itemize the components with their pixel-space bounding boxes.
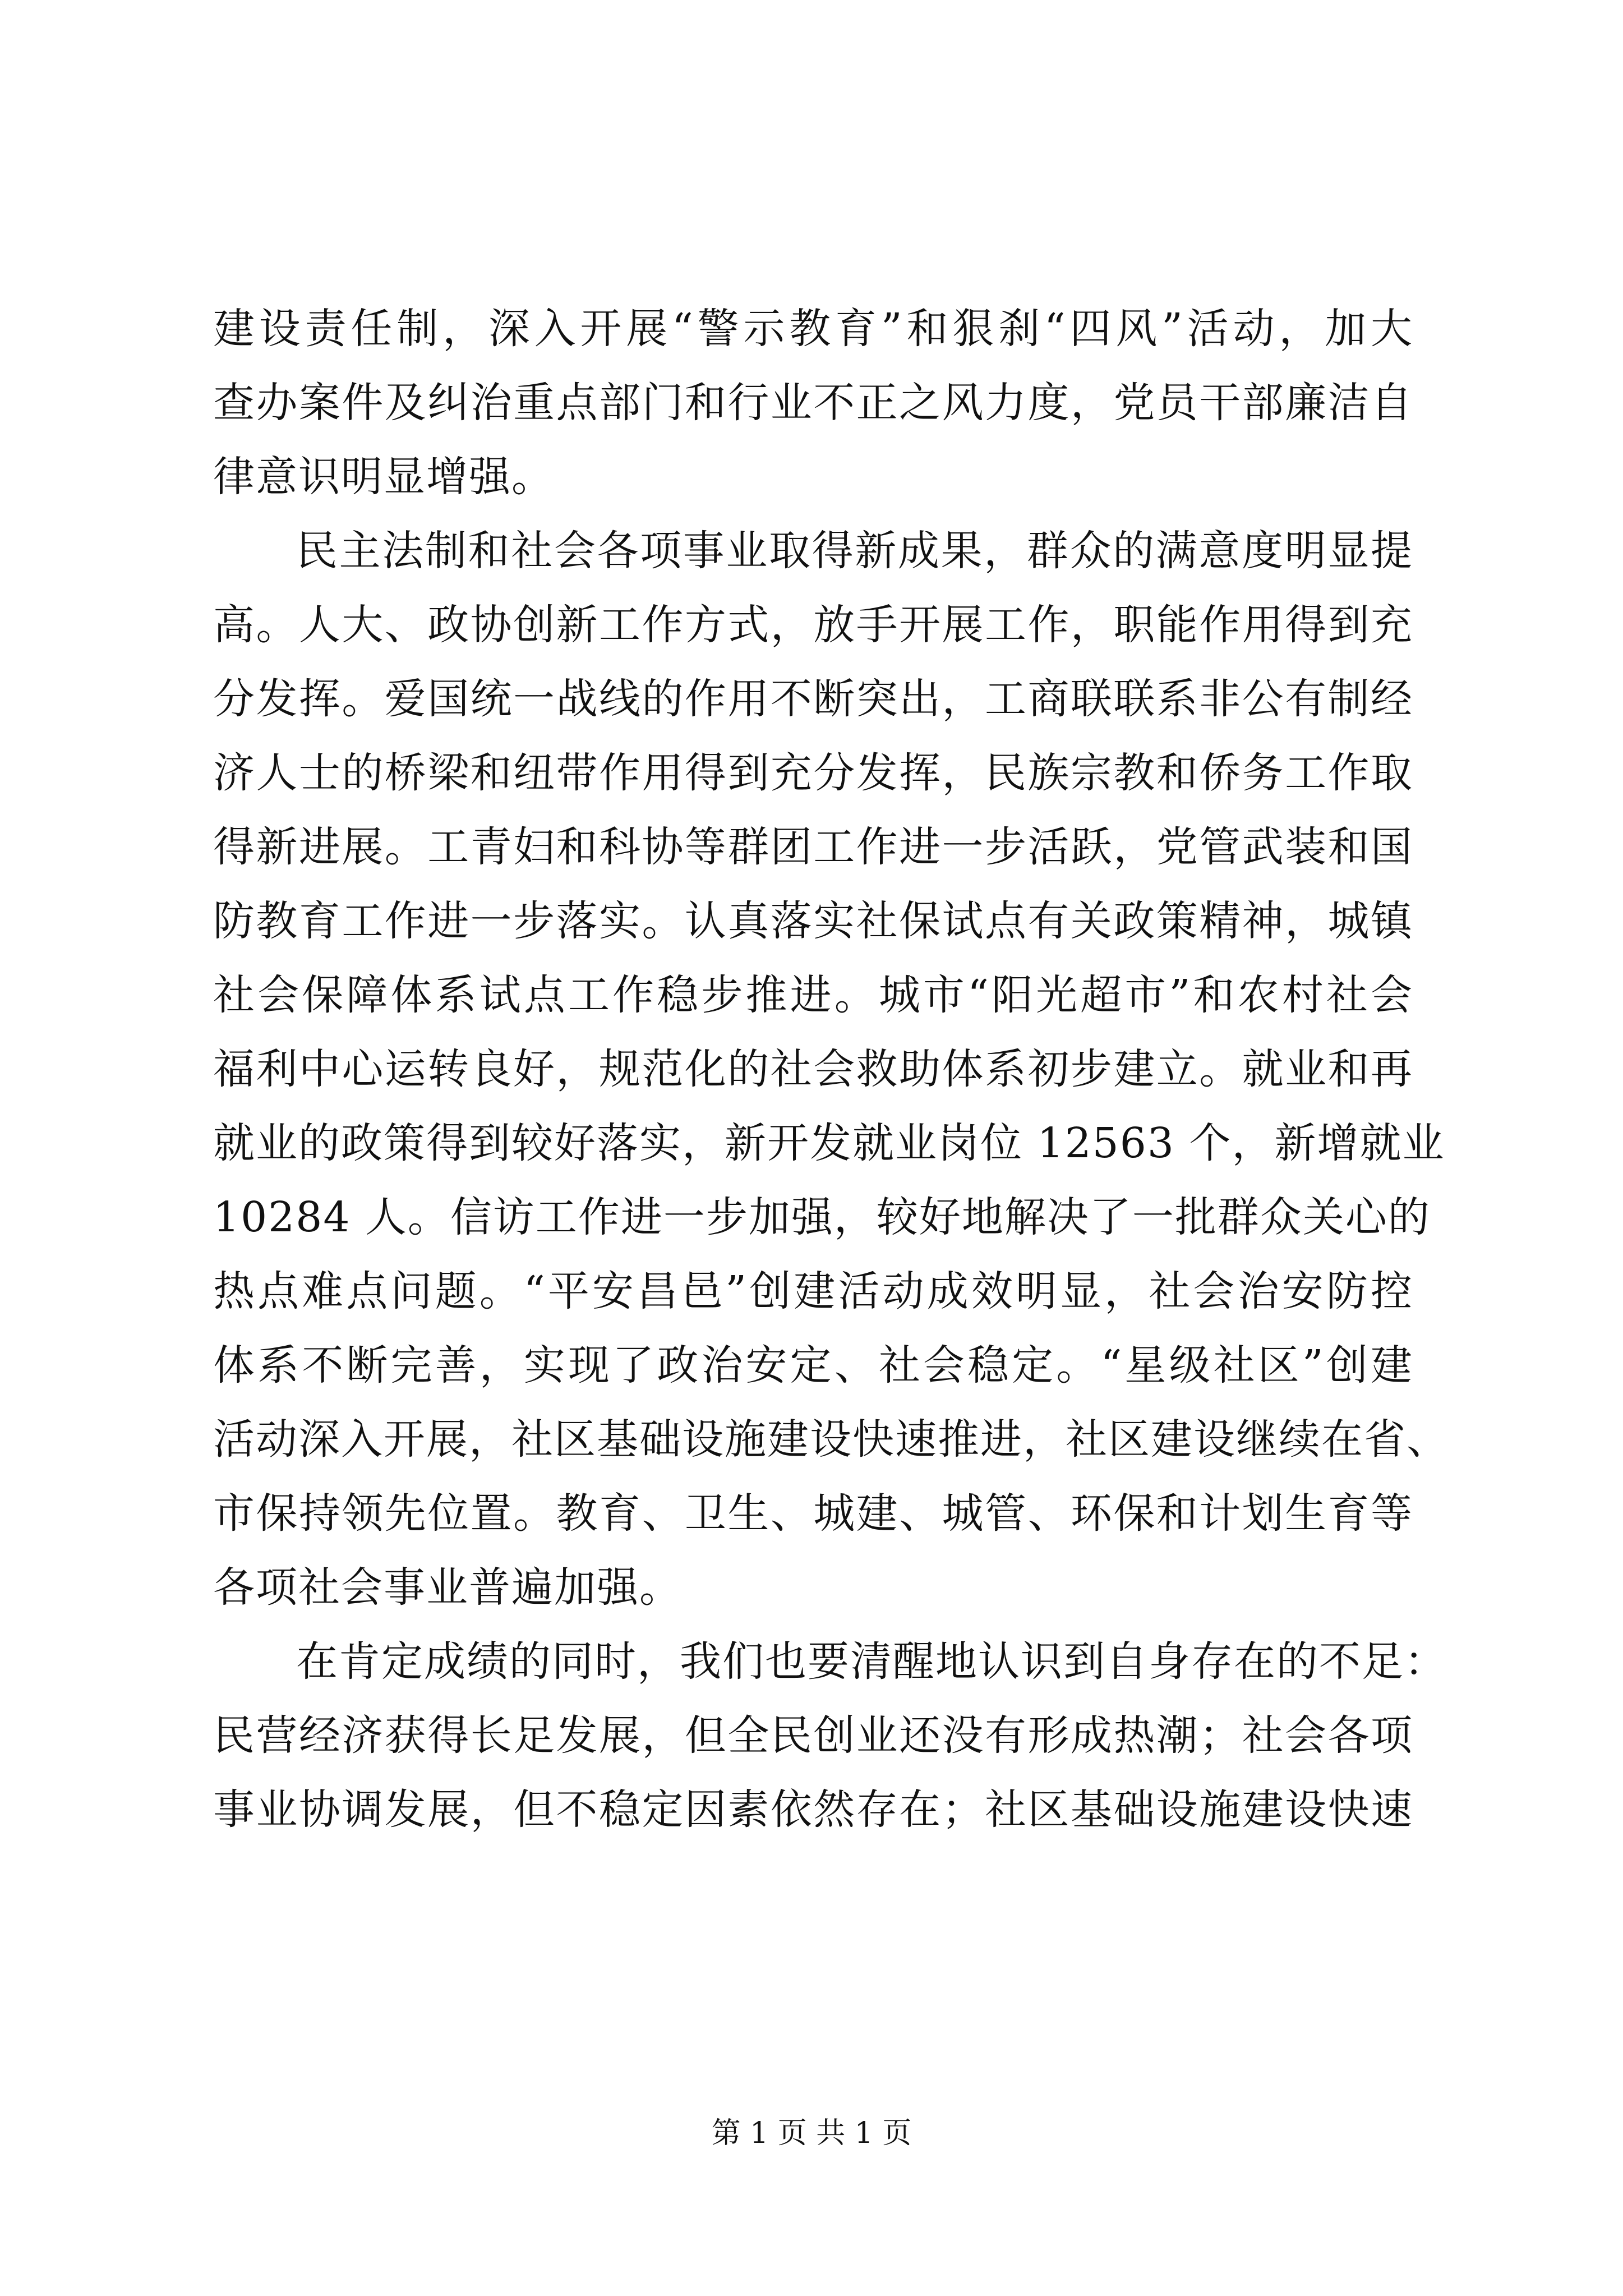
paragraph-2-line-1: 民主法制和社会各项事业取得新成果，群众的满意度明显提	[296, 527, 1413, 575]
paragraph-1-line-3: 律意识明显增强。	[213, 453, 554, 501]
paragraph-2-line-8: 福利中心运转良好，规范化的社会救助体系初步建立。就业和再	[213, 1045, 1413, 1093]
paragraph-2-line-7: 社会保障体系试点工作稳步推进。城市“阳光超市”和农村社会	[213, 971, 1413, 1019]
paragraph-2-line-2: 高。人大、政协创新工作方式，放手开展工作，职能作用得到充	[213, 601, 1413, 649]
paragraph-2-line-15: 各项社会事业普遍加强。	[213, 1563, 682, 1612]
paragraph-2-line-11: 热点难点问题。“平安昌邑”创建活动成效明显，社会治安防控	[213, 1267, 1413, 1315]
paragraph-3-line-1: 在肯定成绩的同时，我们也要清醒地认识到自身存在的不足：	[296, 1637, 1447, 1686]
document-body	[213, 292, 1449, 1847]
paragraph-3-line-2: 民营经济获得长足发展，但全民创业还没有形成热潮；社会各项	[213, 1711, 1413, 1760]
paragraph-2-line-5: 得新进展。工青妇和科协等群团工作进一步活跃，党管武装和国	[213, 823, 1413, 871]
paragraph-2-line-10: 10284 人。信访工作进一步加强，较好地解决了一批群众关心的	[213, 1193, 1431, 1241]
paragraph-2-line-9: 就业的政策得到较好落实，新开发就业岗位 12563 个，新增就业	[213, 1119, 1445, 1167]
paragraph-2-line-13: 活动深入开展，社区基础设施建设快速推进，社区建设继续在省、	[213, 1415, 1449, 1464]
paragraph-1-line-1: 建设责任制，深入开展“警示教育”和狠刹“四风”活动，加大	[213, 305, 1413, 353]
page-number-label: 第 1 页 共 1 页	[711, 2116, 912, 2150]
paragraph-2-line-12: 体系不断完善，实现了政治安定、社会稳定。“星级社区”创建	[213, 1341, 1413, 1389]
paragraph-2-line-3: 分发挥。爱国统一战线的作用不断突出，工商联联系非公有制经	[213, 675, 1413, 723]
page-footer	[0, 2109, 1623, 2151]
paragraph-2-line-6: 防教育工作进一步落实。认真落实社保试点有关政策精神，城镇	[213, 897, 1413, 945]
paragraph-1-line-2: 查办案件及纠治重点部门和行业不正之风力度，党员干部廉洁自	[213, 379, 1413, 427]
paragraph-2-line-14: 市保持领先位置。教育、卫生、城建、城管、环保和计划生育等	[213, 1489, 1413, 1538]
paragraph-2-line-4: 济人士的桥梁和纽带作用得到充分发挥，民族宗教和侨务工作取	[213, 749, 1413, 797]
paragraph-3-line-3: 事业协调发展，但不稳定因素依然存在；社区基础设施建设快速	[213, 1786, 1413, 1834]
